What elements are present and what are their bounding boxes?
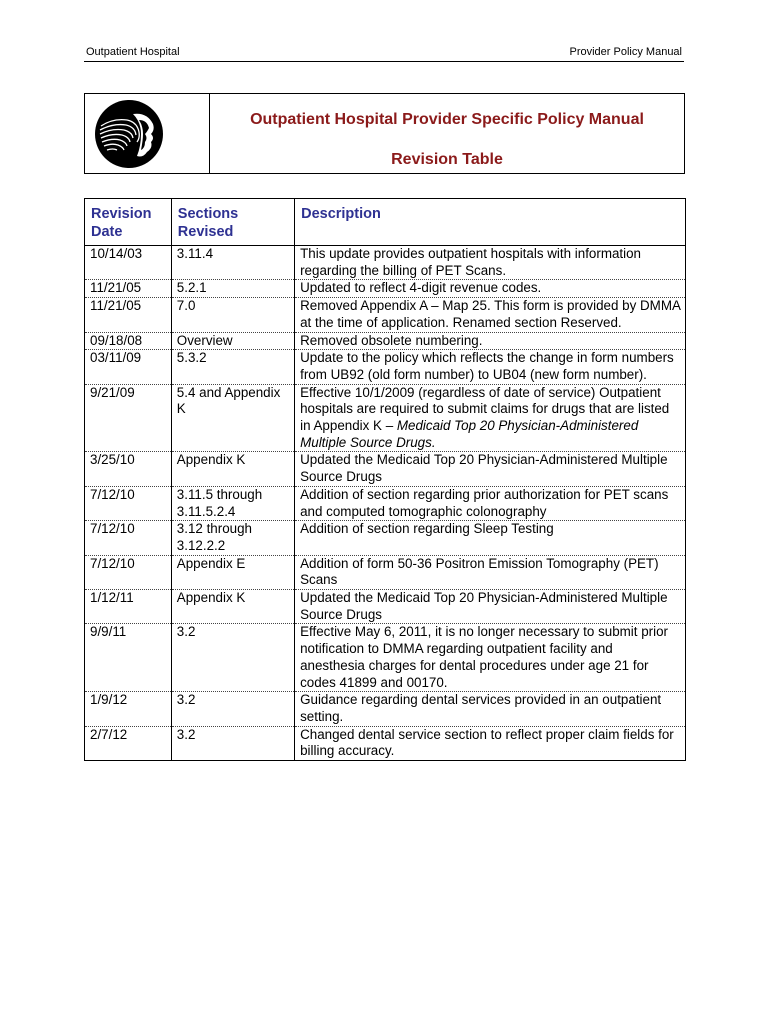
table-row bbox=[85, 384, 686, 452]
page-header bbox=[84, 44, 684, 62]
description-text: Effective 10/1/2009 (regardless of date of service) Outpatient hospitals are required to submit claims for drugs that are listed in Appendix K – bbox=[300, 384, 670, 434]
revision-date-cell: 03/11/09 bbox=[85, 350, 172, 384]
sections-revised-cell: 3.11.5 through 3.11.5.2.4 bbox=[171, 486, 294, 520]
table-row bbox=[85, 521, 686, 555]
sections-revised-cell: 3.2 bbox=[171, 692, 294, 726]
revision-date-cell: 3/25/10 bbox=[85, 452, 172, 486]
description-italic-text: Medicaid Top 20 Physician-Administered Multiple Source Drugs. bbox=[300, 418, 639, 450]
table-row bbox=[85, 280, 686, 298]
revision-date-cell: 7/12/10 bbox=[85, 555, 172, 589]
table-header-row bbox=[85, 199, 686, 246]
header-description: Description bbox=[295, 199, 686, 246]
revision-date-cell: 11/21/05 bbox=[85, 298, 172, 332]
sections-revised-cell: Appendix K bbox=[171, 452, 294, 486]
description-cell: This update provides outpatient hospitals with information regarding the billing of PET Scans. bbox=[295, 246, 686, 280]
description-cell: Guidance regarding dental services provided in an outpatient setting. bbox=[295, 692, 686, 726]
sections-revised-cell: 5.3.2 bbox=[171, 350, 294, 384]
table-row bbox=[85, 298, 686, 332]
revision-date-cell: 11/21/05 bbox=[85, 280, 172, 298]
sections-revised-cell: 3.12 through 3.12.2.2 bbox=[171, 521, 294, 555]
logo-cell bbox=[85, 94, 210, 173]
sections-revised-cell: Appendix E bbox=[171, 555, 294, 589]
description-cell: Changed dental service section to reflect proper claim fields for billing accuracy. bbox=[295, 726, 686, 760]
table-row bbox=[85, 624, 686, 692]
revision-date-cell: 7/12/10 bbox=[85, 521, 172, 555]
header-revision-date: Revision Date bbox=[85, 199, 172, 246]
manual-title: Outpatient Hospital Provider Specific Policy Manual bbox=[250, 111, 644, 128]
description-cell: Effective May 6, 2011, it is no longer necessary to submit prior notification to DMMA regarding outpatient facility and anesthesia charges for dental procedures under age 21 for codes 41899 and 00170. bbox=[295, 624, 686, 692]
sections-revised-cell: 3.2 bbox=[171, 726, 294, 760]
description-cell: Addition of form 50-36 Positron Emission Tomography (PET) Scans bbox=[295, 555, 686, 589]
sections-revised-cell: 5.4 and Appendix K bbox=[171, 384, 294, 452]
description-cell bbox=[295, 384, 686, 452]
sections-revised-cell: Appendix K bbox=[171, 590, 294, 624]
sections-revised-cell: 7.0 bbox=[171, 298, 294, 332]
title-box bbox=[84, 93, 685, 174]
table-row bbox=[85, 332, 686, 350]
sections-revised-cell: Overview bbox=[171, 332, 294, 350]
table-row bbox=[85, 692, 686, 726]
revision-date-cell: 7/12/10 bbox=[85, 486, 172, 520]
description-cell: Update to the policy which reflects the change in form numbers from UB92 (old form number) to UB04 (new form number). bbox=[295, 350, 686, 384]
header-sections-revised: Sections Revised bbox=[171, 199, 294, 246]
header-left-text: Outpatient Hospital bbox=[86, 46, 180, 58]
table-row bbox=[85, 452, 686, 486]
revision-date-cell: 10/14/03 bbox=[85, 246, 172, 280]
description-cell: Updated the Medicaid Top 20 Physician-Administered Multiple Source Drugs bbox=[295, 590, 686, 624]
description-cell: Removed Appendix A – Map 25. This form is provided by DMMA at the time of application. Renamed section Reserved. bbox=[295, 298, 686, 332]
sections-revised-cell: 3.2 bbox=[171, 624, 294, 692]
revision-date-cell: 2/7/12 bbox=[85, 726, 172, 760]
sections-revised-cell: 5.2.1 bbox=[171, 280, 294, 298]
table-row bbox=[85, 246, 686, 280]
sections-revised-cell: 3.11.4 bbox=[171, 246, 294, 280]
profile-faces-logo-icon bbox=[93, 98, 165, 170]
description-cell: Addition of section regarding prior authorization for PET scans and computed tomographic colonography bbox=[295, 486, 686, 520]
revision-date-cell: 09/18/08 bbox=[85, 332, 172, 350]
revision-date-cell: 9/9/11 bbox=[85, 624, 172, 692]
description-cell: Addition of section regarding Sleep Testing bbox=[295, 521, 686, 555]
description-cell: Updated to reflect 4-digit revenue codes. bbox=[295, 280, 686, 298]
revision-date-cell: 9/21/09 bbox=[85, 384, 172, 452]
revision-date-cell: 1/12/11 bbox=[85, 590, 172, 624]
header-right-text: Provider Policy Manual bbox=[569, 46, 682, 58]
revision-table-title: Revision Table bbox=[391, 151, 503, 168]
revision-date-cell: 1/9/12 bbox=[85, 692, 172, 726]
revision-table bbox=[84, 198, 686, 761]
description-cell: Updated the Medicaid Top 20 Physician-Administered Multiple Source Drugs bbox=[295, 452, 686, 486]
table-row bbox=[85, 350, 686, 384]
table-row bbox=[85, 486, 686, 520]
table-row bbox=[85, 555, 686, 589]
table-row bbox=[85, 726, 686, 760]
table-row bbox=[85, 590, 686, 624]
description-cell: Removed obsolete numbering. bbox=[295, 332, 686, 350]
